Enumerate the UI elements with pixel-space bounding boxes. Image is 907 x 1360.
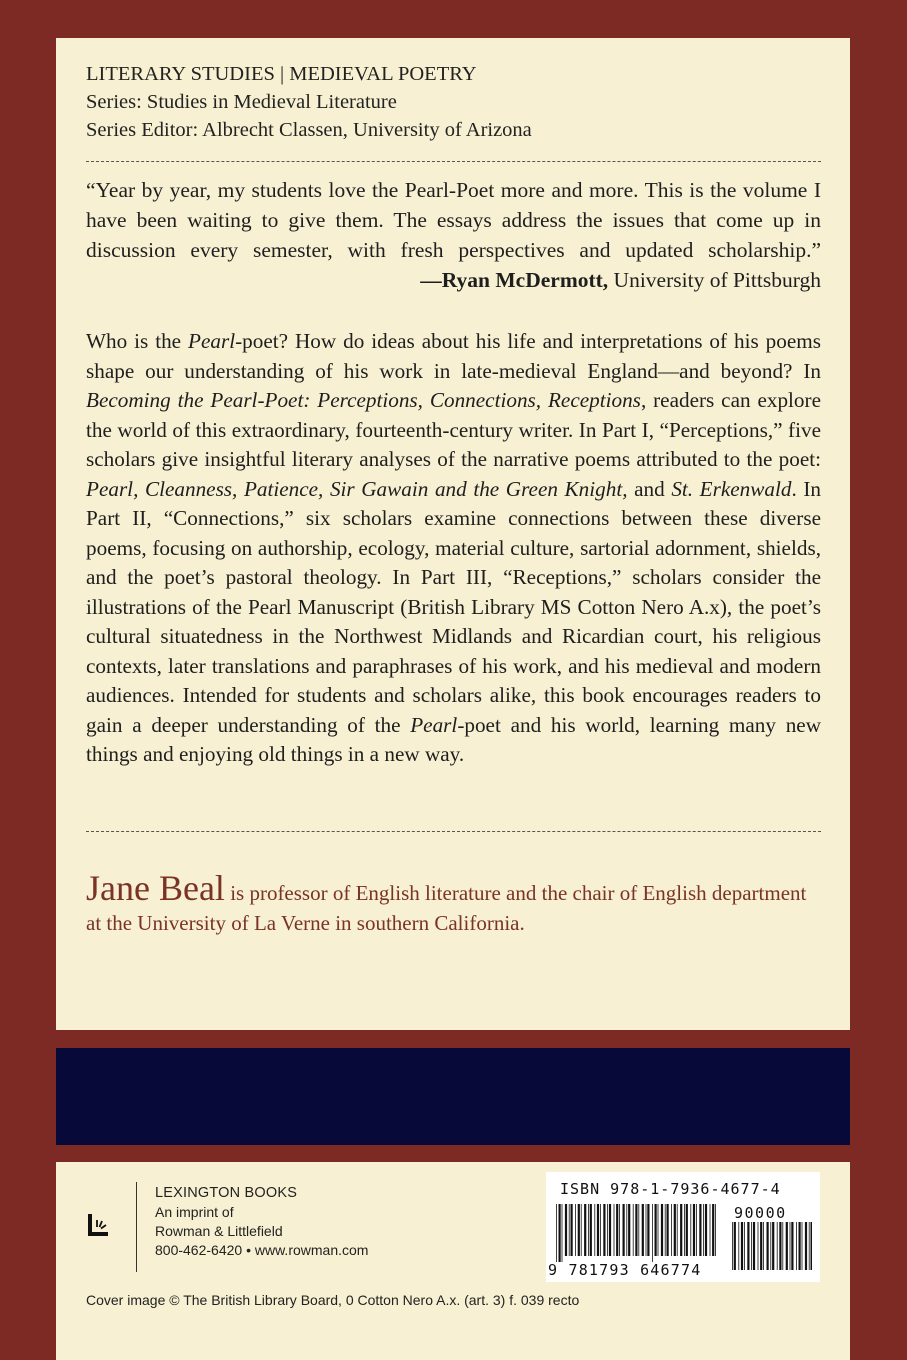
barcode-bar	[642, 1204, 644, 1256]
endorsement-quote	[86, 175, 821, 265]
barcode-bar	[786, 1222, 788, 1270]
barcode-bar	[628, 1204, 630, 1256]
barcode-bar	[559, 1204, 561, 1262]
barcode-bar	[790, 1222, 791, 1270]
barcode-bar	[751, 1222, 752, 1270]
quote-affiliation: University of Pittsburgh	[613, 268, 821, 292]
barcode-bar	[791, 1222, 793, 1270]
isbn-barcode	[546, 1172, 820, 1282]
barcode-bar	[699, 1204, 701, 1256]
barcode-bar	[638, 1204, 639, 1256]
imprint-line: An imprint of	[155, 1204, 234, 1220]
barcode-bar	[578, 1204, 580, 1256]
barcode-bar	[600, 1204, 601, 1256]
blurb-text-run: and	[627, 476, 672, 501]
barcode-bar	[655, 1204, 657, 1256]
divider-top	[86, 161, 821, 162]
barcode-digits: 9 781793 646774	[548, 1261, 702, 1279]
barcode-bar	[590, 1204, 592, 1256]
barcode-bar	[772, 1222, 774, 1270]
barcode-bar	[652, 1204, 653, 1262]
publisher-info	[155, 1184, 368, 1260]
isbn-label: ISBN 978-1-7936-4677-4	[560, 1180, 781, 1198]
author-bio-text: is professor of English literature and the chair of English department at the University of La Verne in southern California.	[86, 881, 807, 935]
barcode-bar	[661, 1204, 663, 1256]
barcode-bar	[658, 1204, 659, 1256]
price-addon-number: 90000	[734, 1204, 787, 1222]
series-line: Series: Studies in Medieval Literature	[86, 91, 397, 113]
barcode-bar	[758, 1222, 759, 1270]
barcode-bar	[770, 1222, 771, 1270]
barcode-bar	[763, 1222, 764, 1270]
author-bio	[86, 870, 826, 938]
bottom-panel	[56, 1162, 850, 1360]
barcode-bar	[647, 1204, 649, 1256]
barcode-bar	[614, 1204, 615, 1256]
quote-text: “Year by year, my students love the Pearl-Poet more and more. This is the volume I have been waiting to give them. The essays address the issues that come up in discussion every semester, with fresh perspectives and updated scholarship.”	[86, 178, 821, 262]
cover-image-credit: Cover image © The British Library Board, 0 Cotton Nero A.x. (art. 3) f. 039 recto	[86, 1292, 580, 1308]
barcode-bar	[684, 1204, 685, 1256]
publisher-name: LEXINGTON BOOKS	[155, 1185, 298, 1201]
barcode-bar	[753, 1222, 755, 1270]
barcode-bar	[571, 1204, 573, 1256]
series-editor-line: Series Editor: Albrecht Classen, University of Arizona	[86, 119, 532, 141]
barcode-bar	[715, 1204, 716, 1256]
publisher-divider	[136, 1182, 137, 1272]
barcode-bar	[734, 1222, 736, 1270]
barcode-bar	[667, 1204, 669, 1256]
barcode-bar	[796, 1222, 797, 1270]
barcode-bar	[747, 1222, 749, 1270]
barcode-bar	[738, 1222, 739, 1270]
barcode-bar	[646, 1204, 647, 1256]
parent-publisher: Rowman & Littlefield	[155, 1223, 283, 1239]
publisher-contact: 800-462-6420 • www.rowman.com	[155, 1242, 369, 1258]
barcode-bar	[665, 1204, 666, 1256]
barcode-bar	[671, 1204, 672, 1256]
blurb-italic-run: Becoming the Pearl-Poet: Perceptions, Connections, Receptions	[86, 388, 641, 412]
category-line: LITERARY STUDIES | MEDIEVAL POETRY	[86, 63, 477, 85]
barcode-bar	[744, 1222, 745, 1270]
barcode-bar	[584, 1204, 586, 1256]
barcode-bar	[565, 1204, 567, 1256]
barcode-bar	[703, 1204, 704, 1256]
barcode-bar	[575, 1204, 576, 1256]
barcode-bar	[710, 1204, 711, 1256]
divider-bottom	[86, 831, 821, 832]
blurb-text-run: . In Part II, “Connections,” six scholars examine connections between these diverse poems, focusing on authorship, ecology, material culture, sartorial adornment, shields, and the poet’s pastoral theology. In Part III, “Receptions,” scholars consider the illustrations of the Pearl Manuscript (British Library MS Cotton Nero A.x), the poet’s cultural situatedness in the Northwest Midlands and Ricardian court, his religious contexts, later translations and paraphrases of his work, and his medieval and modern audiences. Intended for students and scholars alike, this book encourages readers to gain a deeper understanding of the	[86, 476, 822, 737]
barcode-bar	[809, 1222, 810, 1270]
barcode-bar	[581, 1204, 582, 1256]
barcode-bar	[635, 1204, 637, 1256]
barcode-bar	[705, 1204, 707, 1256]
blurb-text-run: -poet and his world, learning many new things and enjoying old things in a new way.	[86, 712, 821, 766]
barcode-bar	[597, 1204, 599, 1256]
barcode-bar	[696, 1204, 697, 1256]
barcode-bar	[616, 1204, 618, 1256]
publisher-logo-icon	[86, 1212, 112, 1238]
barcode-bar	[782, 1222, 783, 1270]
blurb-italic-run: Pearl, Cleanness, Patience, Sir Gawain and the Green Knight,	[86, 476, 628, 501]
barcode-bar	[619, 1204, 620, 1256]
barcode-bar	[588, 1204, 589, 1256]
barcode-bars	[556, 1204, 718, 1262]
blurb-text-run: -poet? How do ideas about his life and interpretations of his poems shape our understanding of his work in late-medieval England—and beyond? In	[86, 329, 822, 383]
barcode-bar	[811, 1222, 813, 1270]
blurb-italic-run: Pearl	[410, 712, 458, 737]
author-name: Jane Beal	[86, 868, 225, 908]
blurb-italic-run: St. Erkenwald	[671, 476, 792, 501]
barcode-bar	[626, 1204, 627, 1256]
blurb-italic-run: Pearl	[188, 329, 236, 353]
barcode-bar	[741, 1222, 743, 1270]
barcode-bar	[693, 1204, 695, 1256]
barcode-bar	[690, 1204, 691, 1256]
barcode-bar	[623, 1204, 625, 1256]
barcode-bar	[607, 1204, 608, 1256]
blurb-text-run: , readers can explore the world of this extraordinary, fourteenth-century writer. In Part I, “Perceptions,” five scholars give insightful literary analyses of the narrative poems attributed to the poet:	[86, 388, 821, 471]
barcode-bar	[594, 1204, 595, 1256]
barcode-bar	[767, 1222, 769, 1270]
barcode-bar	[805, 1222, 807, 1270]
barcode-bar	[712, 1204, 714, 1256]
barcode-bar	[569, 1204, 570, 1256]
series-header	[86, 60, 532, 144]
barcode-bar	[777, 1222, 778, 1270]
barcode-bar	[556, 1204, 557, 1262]
blurb-text-run: Who is the	[86, 329, 189, 353]
barcode-bar	[760, 1222, 762, 1270]
barcode-bar	[562, 1204, 563, 1262]
navy-band	[56, 1048, 850, 1145]
addon-barcode-bars	[732, 1222, 812, 1270]
barcode-bar	[677, 1204, 678, 1256]
quote-attribution	[86, 265, 821, 295]
quote-author: —Ryan McDermott,	[420, 268, 609, 292]
barcode-bar	[779, 1222, 781, 1270]
barcode-bar	[674, 1204, 676, 1256]
barcode-bar	[686, 1204, 688, 1256]
barcode-bar	[799, 1222, 801, 1270]
back-cover-panel	[56, 38, 850, 1030]
barcode-bar	[603, 1204, 605, 1256]
barcode-bar	[680, 1204, 682, 1256]
book-description	[86, 327, 821, 770]
barcode-bar	[732, 1222, 733, 1270]
barcode-bar	[802, 1222, 803, 1270]
barcode-bar	[633, 1204, 634, 1256]
barcode-bar	[609, 1204, 611, 1256]
